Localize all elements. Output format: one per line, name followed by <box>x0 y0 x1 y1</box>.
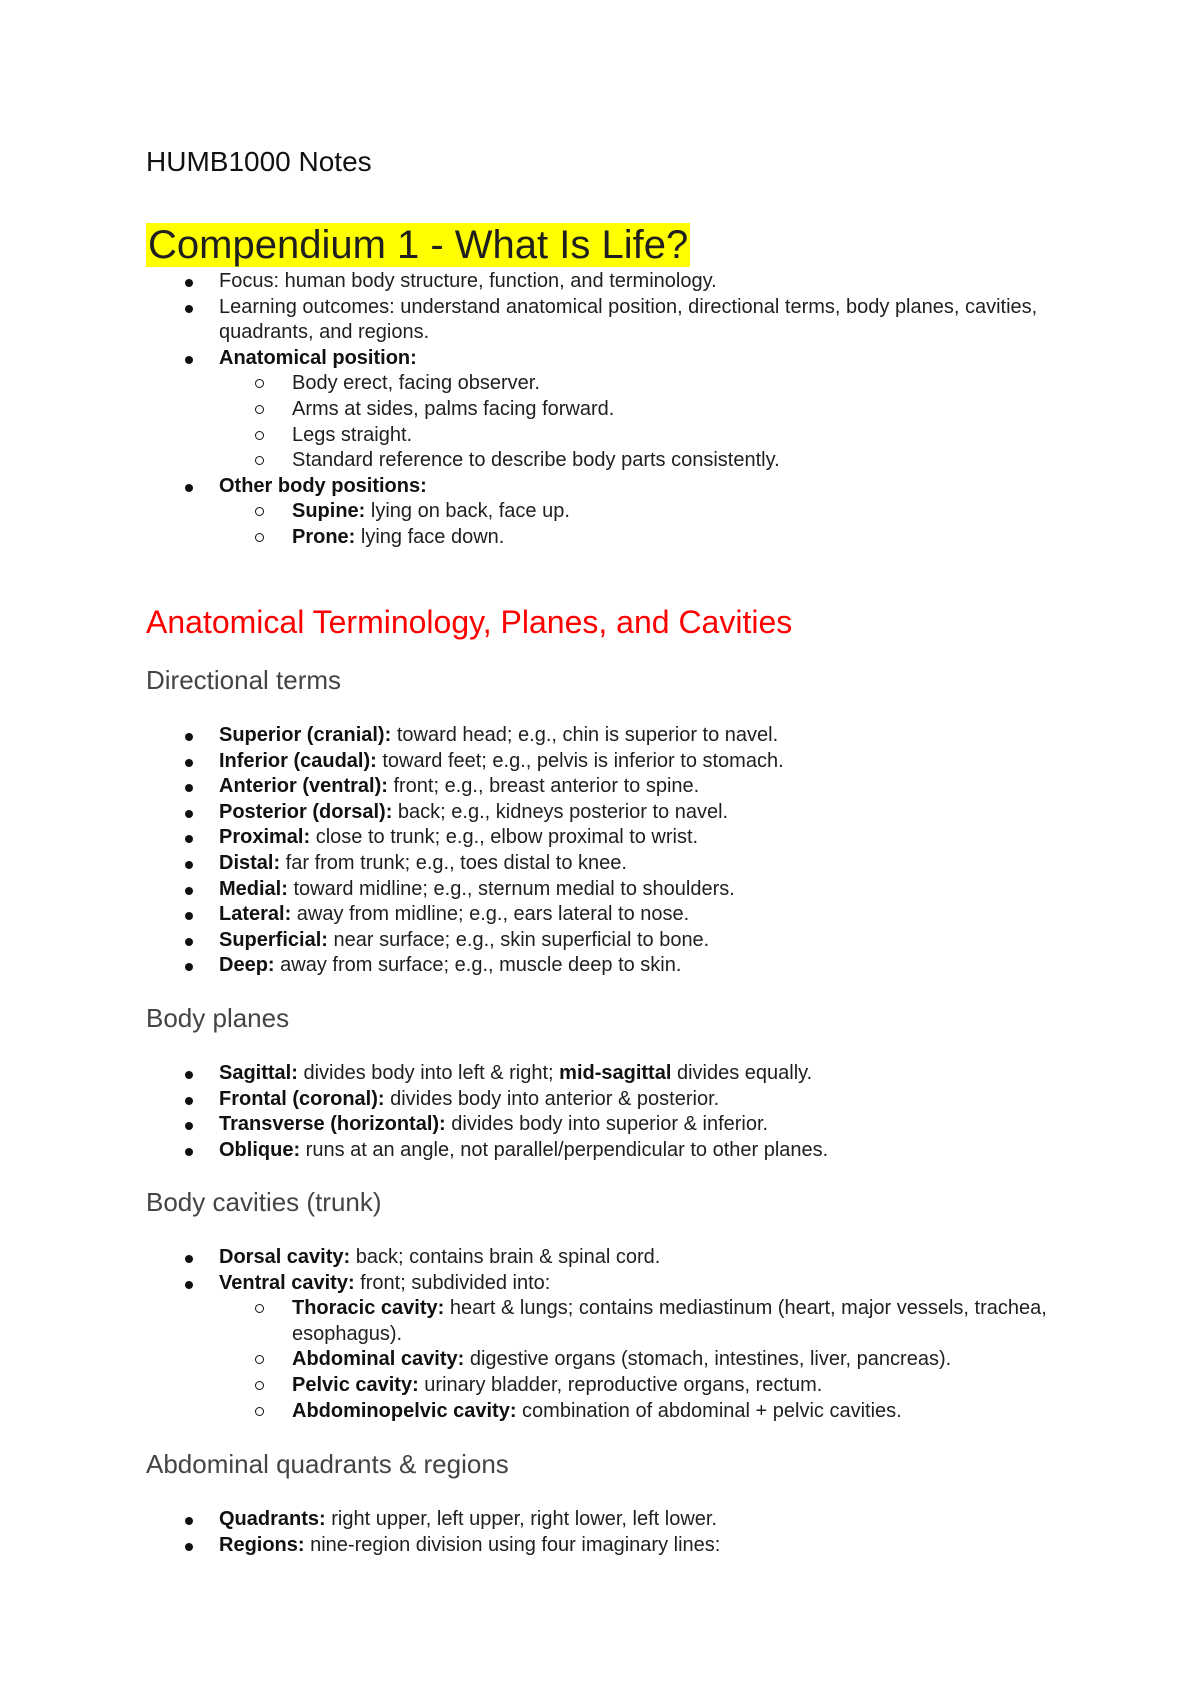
desc: urinary bladder, reproductive organs, rectum. <box>418 1373 823 1396</box>
desc: heart & lungs; contains mediastinum (heart, major vessels, trachea, esophagus). <box>292 1297 1047 1345</box>
list-item <box>146 1087 1086 1113</box>
list-item-dorsal <box>146 1245 1086 1271</box>
sub-item <box>219 1399 1086 1425</box>
term: Supine: <box>292 500 366 523</box>
list-item <box>146 723 1086 749</box>
desc: digestive organs (stomach, intestines, liver, pancreas). <box>464 1348 952 1371</box>
directional-terms-list <box>146 723 1086 979</box>
term: Abdominal cavity: <box>292 1348 465 1371</box>
term: Regions: <box>219 1533 305 1556</box>
heading-anatomical-terminology: Anatomical Terminology, Planes, and Cavities <box>146 604 793 640</box>
intro-list <box>146 269 1086 551</box>
desc: nine-region division using four imaginary lines: <box>304 1533 721 1556</box>
term: Proximal: <box>219 826 311 849</box>
document-title: HUMB1000 Notes <box>146 146 372 177</box>
term-mid-sagittal: mid-sagittal <box>559 1062 672 1084</box>
desc: far from trunk; e.g., toes distal to knee. <box>280 851 627 874</box>
sub-item-supine <box>219 499 1086 525</box>
list-item <box>146 1533 1086 1559</box>
desc: divides body into superior & inferior. <box>445 1113 769 1136</box>
term: Distal: <box>219 851 281 874</box>
sub-item <box>219 1347 1086 1373</box>
list-item-anatomical-position <box>146 346 1086 474</box>
desc: lying on back, face up. <box>365 500 570 523</box>
other-positions-sublist <box>219 499 1086 550</box>
desc: runs at an angle, not parallel/perpendicular to other planes. <box>300 1138 829 1161</box>
list-item <box>146 825 1086 851</box>
sub-item: Legs straight. <box>219 423 1086 449</box>
list-item <box>146 851 1086 877</box>
desc: front; subdivided into: <box>354 1271 551 1294</box>
desc: divides body into anterior & posterior. <box>384 1087 720 1110</box>
desc: back; contains brain & spinal cord. <box>350 1246 661 1268</box>
anatomical-position-sublist <box>219 371 1086 473</box>
sub-item: Standard reference to describe body parts consistently. <box>219 448 1086 474</box>
desc: near surface; e.g., skin superficial to bone. <box>327 928 710 951</box>
body-planes-list <box>146 1061 1086 1163</box>
term: Deep: <box>219 954 275 977</box>
heading-body-planes: Body planes <box>146 1003 290 1033</box>
desc: toward feet; e.g., pelvis is inferior to stomach. <box>376 749 784 772</box>
term: Transverse (horizontal): <box>219 1113 446 1136</box>
term: Thoracic cavity: <box>292 1297 445 1320</box>
highlighted-heading-text: Compendium 1 - What Is Life? <box>148 223 689 267</box>
term: Posterior (dorsal): <box>219 800 393 823</box>
heading-directional-terms: Directional terms <box>146 665 342 695</box>
term: Sagittal: <box>219 1062 298 1084</box>
list-item-other-positions <box>146 474 1086 551</box>
list-item <box>146 1507 1086 1533</box>
sub-item-prone <box>219 525 1086 551</box>
desc: back; e.g., kidneys posterior to navel. <box>392 800 729 823</box>
list-item <box>146 953 1086 979</box>
desc: right upper, left upper, right lower, left lower. <box>325 1508 718 1530</box>
desc: front; e.g., breast anterior to spine. <box>387 775 700 798</box>
ventral-sublist <box>219 1296 1086 1424</box>
term: Inferior (caudal): <box>219 749 377 772</box>
sub-item <box>219 1373 1086 1399</box>
desc: away from midline; e.g., ears lateral to nose. <box>291 903 690 926</box>
desc: combination of abdominal + pelvic cavities. <box>516 1399 902 1422</box>
list-item <box>146 877 1086 903</box>
term: Ventral cavity: <box>219 1271 355 1294</box>
list-item-sagittal <box>146 1061 1086 1087</box>
desc: away from surface; e.g., muscle deep to skin. <box>274 954 682 977</box>
desc: divides equally. <box>671 1062 813 1084</box>
heading-abdominal-quadrants: Abdominal quadrants & regions <box>146 1449 509 1479</box>
term: Abdominopelvic cavity: <box>292 1399 517 1422</box>
sub-item <box>219 1296 1086 1347</box>
other-positions-label: Other body positions: <box>219 474 427 497</box>
term: Medial: <box>219 877 288 900</box>
list-item-learning-outcomes: Learning outcomes: understand anatomical position, directional terms, body planes, cavities, quadrants, and regions. <box>146 295 1086 346</box>
term: Frontal (coronal): <box>219 1087 385 1110</box>
desc: divides body into left & right; <box>297 1062 560 1084</box>
term: Superior (cranial): <box>219 724 392 746</box>
heading-compendium <box>146 222 690 268</box>
list-item <box>146 1138 1086 1164</box>
abdominal-quadrants-list <box>146 1507 1086 1558</box>
term: Prone: <box>292 525 356 548</box>
list-item <box>146 928 1086 954</box>
list-item-ventral <box>146 1271 1086 1425</box>
term: Quadrants: <box>219 1508 326 1530</box>
term: Oblique: <box>219 1138 301 1161</box>
list-item <box>146 1112 1086 1138</box>
term: Superficial: <box>219 928 328 951</box>
desc: close to trunk; e.g., elbow proximal to wrist. <box>310 826 699 849</box>
sub-item: Body erect, facing observer. <box>219 371 1086 397</box>
list-item <box>146 902 1086 928</box>
desc: toward midline; e.g., sternum medial to shoulders. <box>287 877 735 900</box>
sub-item: Arms at sides, palms facing forward. <box>219 397 1086 423</box>
list-item <box>146 749 1086 775</box>
list-item <box>146 800 1086 826</box>
term: Dorsal cavity: <box>219 1246 351 1268</box>
term: Lateral: <box>219 903 292 926</box>
body-cavities-list <box>146 1245 1086 1424</box>
desc: toward head; e.g., chin is superior to navel. <box>391 724 779 746</box>
term: Anterior (ventral): <box>219 775 388 798</box>
term: Pelvic cavity: <box>292 1373 419 1396</box>
list-item <box>146 774 1086 800</box>
list-item-focus: Focus: human body structure, function, and terminology. <box>146 269 1086 295</box>
anatomical-position-label: Anatomical position: <box>219 346 417 369</box>
desc: lying face down. <box>355 525 505 548</box>
heading-body-cavities: Body cavities (trunk) <box>146 1187 382 1217</box>
